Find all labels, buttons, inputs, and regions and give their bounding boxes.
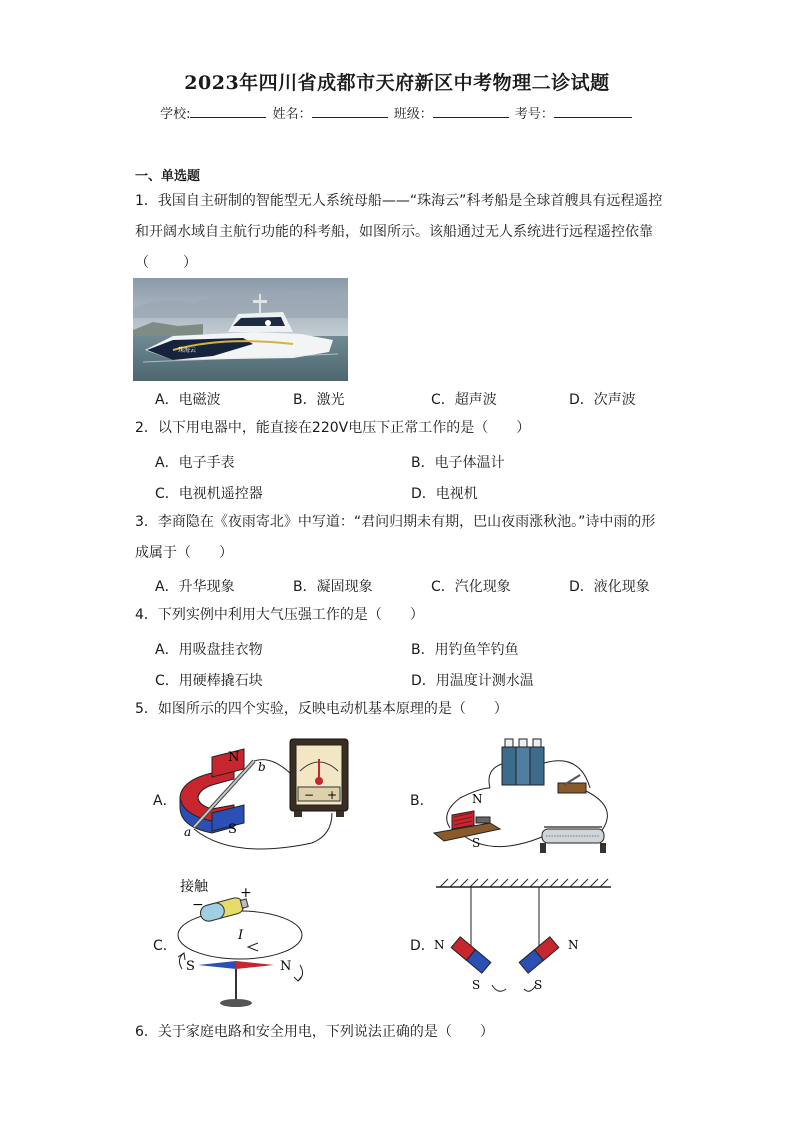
q4-options-row2 <box>155 670 667 690</box>
q1-option-c[interactable]: C．超声波 <box>431 392 497 408</box>
q4-line1: 4．下列实例中利用大气压强工作的是（ ） <box>135 607 424 623</box>
ship-photo <box>133 278 348 381</box>
q5-label-b[interactable]: B． <box>410 793 434 809</box>
q1-paren: （ ） <box>135 255 199 271</box>
q2-options-row2 <box>155 483 667 503</box>
q2-option-b[interactable]: B．电子体温计 <box>411 455 505 471</box>
q5-label-c[interactable]: C． <box>153 938 177 954</box>
figure-a-galvanometer <box>172 735 352 855</box>
figure-c-touch-label: 接触 <box>180 879 208 895</box>
figure-d-right-south-label: S <box>534 978 543 992</box>
question-4 <box>135 600 665 631</box>
page-title: 2023年四川省成都市天府新区中考物理二诊试题 <box>184 72 610 94</box>
q3-option-d[interactable]: D．液化现象 <box>569 579 650 595</box>
q3-option-c[interactable]: C．汽化现象 <box>431 579 511 595</box>
q3-option-a[interactable]: A．升华现象 <box>155 579 235 595</box>
figure-a-a-label: a <box>184 825 192 839</box>
q4-option-c[interactable]: C．用硬棒撬石块 <box>155 673 263 689</box>
q2-options-row1 <box>155 452 667 472</box>
q2-line1: 2．以下用电器中，能直接在220V电压下正常工作的是（ ） <box>135 420 531 436</box>
figure-c-minus-label: − <box>192 897 204 913</box>
q6-line1: 6．关于家庭电路和安全用电，下列说法正确的是（ ） <box>135 1024 494 1040</box>
q1-option-a[interactable]: A．电磁波 <box>155 392 221 408</box>
figure-b-north-label: N <box>472 792 483 806</box>
figure-a-b-label: b <box>258 760 266 774</box>
figure-b-south-label: S <box>472 836 481 850</box>
class-label: 班级： <box>393 107 433 122</box>
q4-option-b[interactable]: B．用钓鱼竿钓鱼 <box>411 642 519 658</box>
figure-c-south-label: S <box>186 959 195 974</box>
question-1 <box>135 186 665 279</box>
question-6 <box>135 1017 665 1048</box>
figure-d-left-south-label: S <box>472 978 481 992</box>
school-label: 学校: <box>160 107 191 122</box>
figure-d-hanging-magnets <box>426 877 616 1002</box>
q3-line2: 成属于（ ） <box>135 545 233 561</box>
figure-c-oersted-experiment <box>168 873 328 1013</box>
figure-b-electromagnet-circuit <box>430 733 620 863</box>
figure-c-plus-label: + <box>240 885 252 901</box>
q5-line1: 5．如图所示的四个实验，反映电动机基本原理的是（ ） <box>135 701 508 717</box>
question-2 <box>135 413 665 444</box>
q1-option-d[interactable]: D．次声波 <box>569 392 636 408</box>
figure-a-north-label: N <box>228 750 240 765</box>
ship-hull-name: 珠海云 <box>178 347 197 354</box>
question-5 <box>135 694 665 725</box>
figure-c-north-label: N <box>280 959 292 974</box>
name-blank[interactable] <box>312 105 388 118</box>
q1-option-b[interactable]: B．激光 <box>293 392 345 408</box>
class-blank[interactable] <box>433 105 509 118</box>
q3-options <box>155 576 707 596</box>
figure-a-minus-label: − <box>304 788 315 802</box>
q4-option-d[interactable]: D．用温度计测水温 <box>411 673 534 689</box>
id-label: 考号： <box>514 107 554 122</box>
q1-options <box>155 389 707 409</box>
figure-d-left-north-label: N <box>434 938 445 952</box>
q4-option-a[interactable]: A．用吸盘挂衣物 <box>155 642 263 658</box>
school-blank[interactable] <box>190 105 266 118</box>
q2-option-d[interactable]: D．电视机 <box>411 486 478 502</box>
student-info <box>0 103 794 122</box>
q1-line1: 1．我国自主研制的智能型无人系统母船——“珠海云”科考船是全球首艘具有远程遥控 <box>135 193 663 209</box>
figure-d-right-north-label: N <box>568 938 579 952</box>
figure-c-current-label: I <box>238 928 244 943</box>
q4-options-row1 <box>155 639 667 659</box>
q2-option-a[interactable]: A．电子手表 <box>155 455 235 471</box>
q5-label-a[interactable]: A． <box>153 793 177 809</box>
id-blank[interactable] <box>554 105 632 118</box>
q1-line2: 和开阔水域自主航行功能的科考船，如图所示。该船通过无人系统进行远程遥控依靠 <box>135 224 653 240</box>
name-label: 姓名： <box>272 107 312 122</box>
q5-label-d[interactable]: D． <box>410 938 435 954</box>
figure-a-plus-label: + <box>327 788 338 802</box>
q3-option-b[interactable]: B．凝固现象 <box>293 579 373 595</box>
q3-line1: 3．李商隐在《夜雨寄北》中写道：“君问归期未有期，巴山夜雨涨秋池。”诗中雨的形 <box>135 514 656 530</box>
q2-option-c[interactable]: C．电视机遥控器 <box>155 486 263 502</box>
figure-a-south-label: S <box>228 822 237 837</box>
question-3 <box>135 507 665 569</box>
section-heading: 一、单选题 <box>135 169 201 184</box>
